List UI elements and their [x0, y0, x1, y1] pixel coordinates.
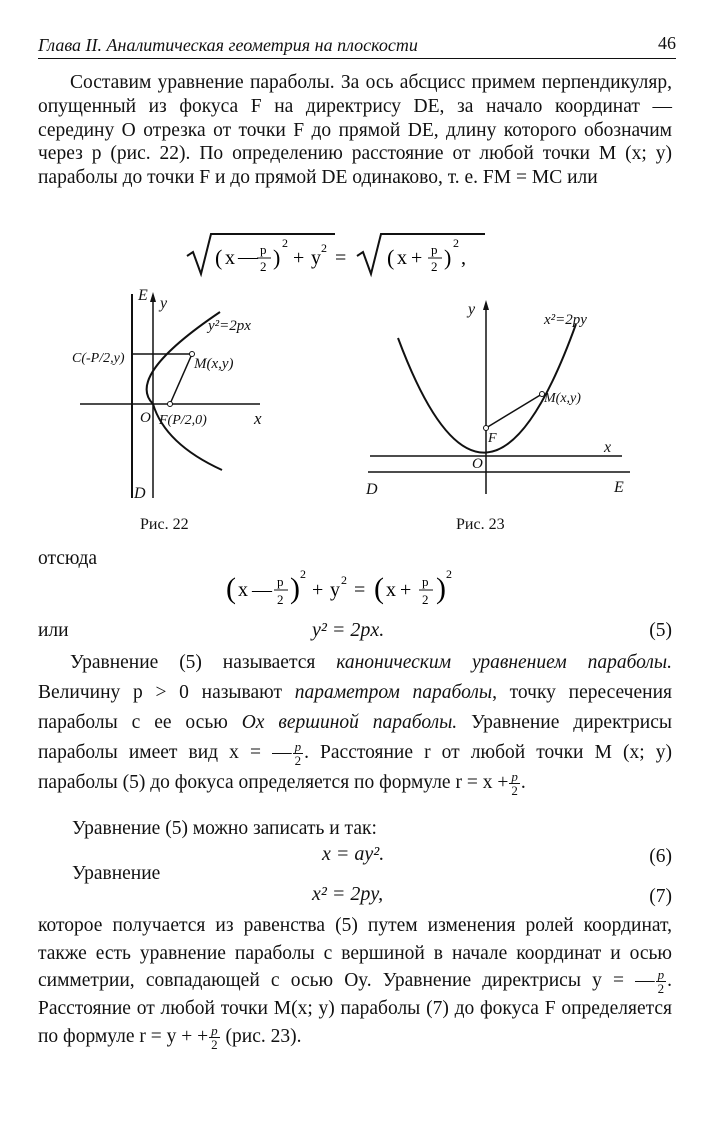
svg-text:x: x — [397, 247, 407, 269]
paragraph-vertical-parabola: которое получается из равенства (5) путем изменения ролей координат, также есть уравнение параболы с вершиной в начале координат и осью симметрии, совпадающей с осью Oy. Уравнение директрисы y = — $\frac{p}{2}$ . Расстояние от любой точки M(x; y) параболы (7) до фокуса F определяется по формуле r = y + + $\frac{p}{2}$ (рис. 23). — [38, 915, 672, 1052]
fraction-p-2: $\frac{p}{2}$ — [211, 1022, 218, 1052]
svg-text:2: 2 — [260, 259, 267, 274]
equation-7: x² = 2py, — [312, 883, 384, 905]
svg-text:2: 2 — [300, 567, 306, 581]
svg-text:(: ( — [215, 245, 223, 270]
fraction-p-2: $\frac{p}{2}$ — [511, 769, 518, 799]
fig23-label-E: E — [614, 479, 624, 496]
svg-text:y: y — [311, 247, 321, 269]
fraction-p-2: $\frac{p}{2}$ — [657, 967, 665, 997]
fig22-label-O: O — [140, 410, 151, 426]
svg-text:2: 2 — [282, 236, 288, 250]
svg-text:+: + — [400, 579, 412, 601]
svg-text:): ) — [273, 245, 281, 270]
svg-text:p: p — [260, 242, 267, 257]
equation-5: y² = 2px. — [312, 619, 385, 641]
svg-text:2: 2 — [453, 236, 459, 250]
svg-text:p: p — [277, 574, 284, 589]
svg-text:—: — — [238, 246, 258, 268]
fig22-label-y: y — [160, 295, 168, 312]
fig23-label-F: F — [488, 431, 497, 446]
svg-text:(: ( — [387, 245, 395, 270]
fig23-label-eq: x²=2py — [544, 312, 587, 328]
paragraph-intro: Составим уравнение параболы. За ось абсцисс примем перпендикуляр, опущенный из фокуса F на директрису DE, за начало координат — середину O отрезка от точки F до прямой DE, длину которого обозначим через p (рис. 22). По определению расстояние от любой точки M (x; y) параболы до точки F и до прямой DE одинаково, т. е. FM = MC или — [38, 72, 672, 189]
fig22-label-E: E — [138, 287, 148, 304]
chapter-title: Глава II. Аналитическая геометрия на плоскости — [38, 35, 418, 55]
svg-text:+: + — [293, 247, 305, 269]
svg-text:x: x — [238, 579, 248, 601]
page-number: 46 — [658, 33, 676, 53]
fig22-label-D: D — [134, 485, 146, 502]
squared-equation — [226, 566, 506, 612]
fig23-label-O: O — [472, 456, 483, 472]
equation-6: x = ay². — [322, 843, 385, 865]
figure-23-caption: Рис. 23 — [456, 516, 505, 533]
figure-23 — [360, 294, 660, 504]
equation-7-number: (7) — [649, 886, 672, 907]
svg-text:2: 2 — [446, 567, 452, 581]
fig22-label-F: F(P/2,0) — [159, 413, 207, 428]
svg-text:x: x — [225, 247, 235, 269]
fig23-label-x: x — [604, 439, 612, 456]
svg-text:—: — — [252, 579, 272, 601]
svg-text:p: p — [422, 574, 429, 589]
distance-equation — [185, 230, 525, 276]
fig22-label-M: M(x,y) — [194, 356, 234, 372]
svg-text:=: = — [335, 247, 347, 269]
svg-text:): ) — [444, 245, 452, 270]
svg-text:2: 2 — [422, 592, 429, 607]
svg-text:2: 2 — [321, 241, 327, 255]
svg-text:p: p — [431, 242, 438, 257]
fig23-label-y: y — [468, 301, 476, 318]
running-head — [38, 30, 676, 59]
fig22-label-x: x — [254, 409, 262, 428]
figure-22-caption: Рис. 22 — [140, 516, 189, 533]
svg-text:(: ( — [374, 572, 384, 605]
figure-22 — [70, 284, 290, 504]
svg-text:x: x — [386, 579, 396, 601]
word-uravnenie: Уравнение — [72, 863, 161, 884]
svg-text:): ) — [436, 572, 446, 605]
paragraph-canonical: Уравнение (5) называется каноническим уравнением параболы. Величину p > 0 называют параметром параболы, точку пересечения параболы с ее осью Ox вершиной параболы. Уравнение директрисы параболы имеет вид x = — $\frac{p}{2}$ . Расстояние r от любой точки M (x; y) параболы (5) до фокуса определяется по формуле r = x + $\frac{p}{2}$ . — [38, 652, 672, 799]
svg-text:(: ( — [226, 572, 236, 605]
paragraph-alt-form: Уравнение (5) можно записать и так: — [72, 818, 377, 839]
svg-text:2: 2 — [431, 259, 438, 274]
word-ili: или — [38, 620, 69, 641]
svg-text:2: 2 — [341, 573, 347, 587]
word-otsyuda: отсюда — [38, 548, 98, 569]
fraction-p-2: $\frac{p}{2}$ — [294, 739, 302, 769]
fig23-label-M: M(x,y) — [544, 391, 581, 406]
svg-text:=: = — [354, 579, 366, 601]
svg-text:2: 2 — [277, 592, 284, 607]
equation-5-number: (5) — [649, 620, 672, 641]
fig22-label-C: C(-P/2,y) — [72, 351, 125, 366]
svg-text:+: + — [411, 247, 423, 269]
svg-text:): ) — [290, 572, 300, 605]
svg-text:,: , — [461, 247, 466, 269]
equation-6-number: (6) — [649, 846, 672, 867]
fig23-label-D: D — [366, 481, 378, 498]
svg-text:y: y — [330, 579, 340, 601]
svg-text:+: + — [312, 579, 324, 601]
fig22-label-eq: y²=2px — [208, 318, 251, 334]
